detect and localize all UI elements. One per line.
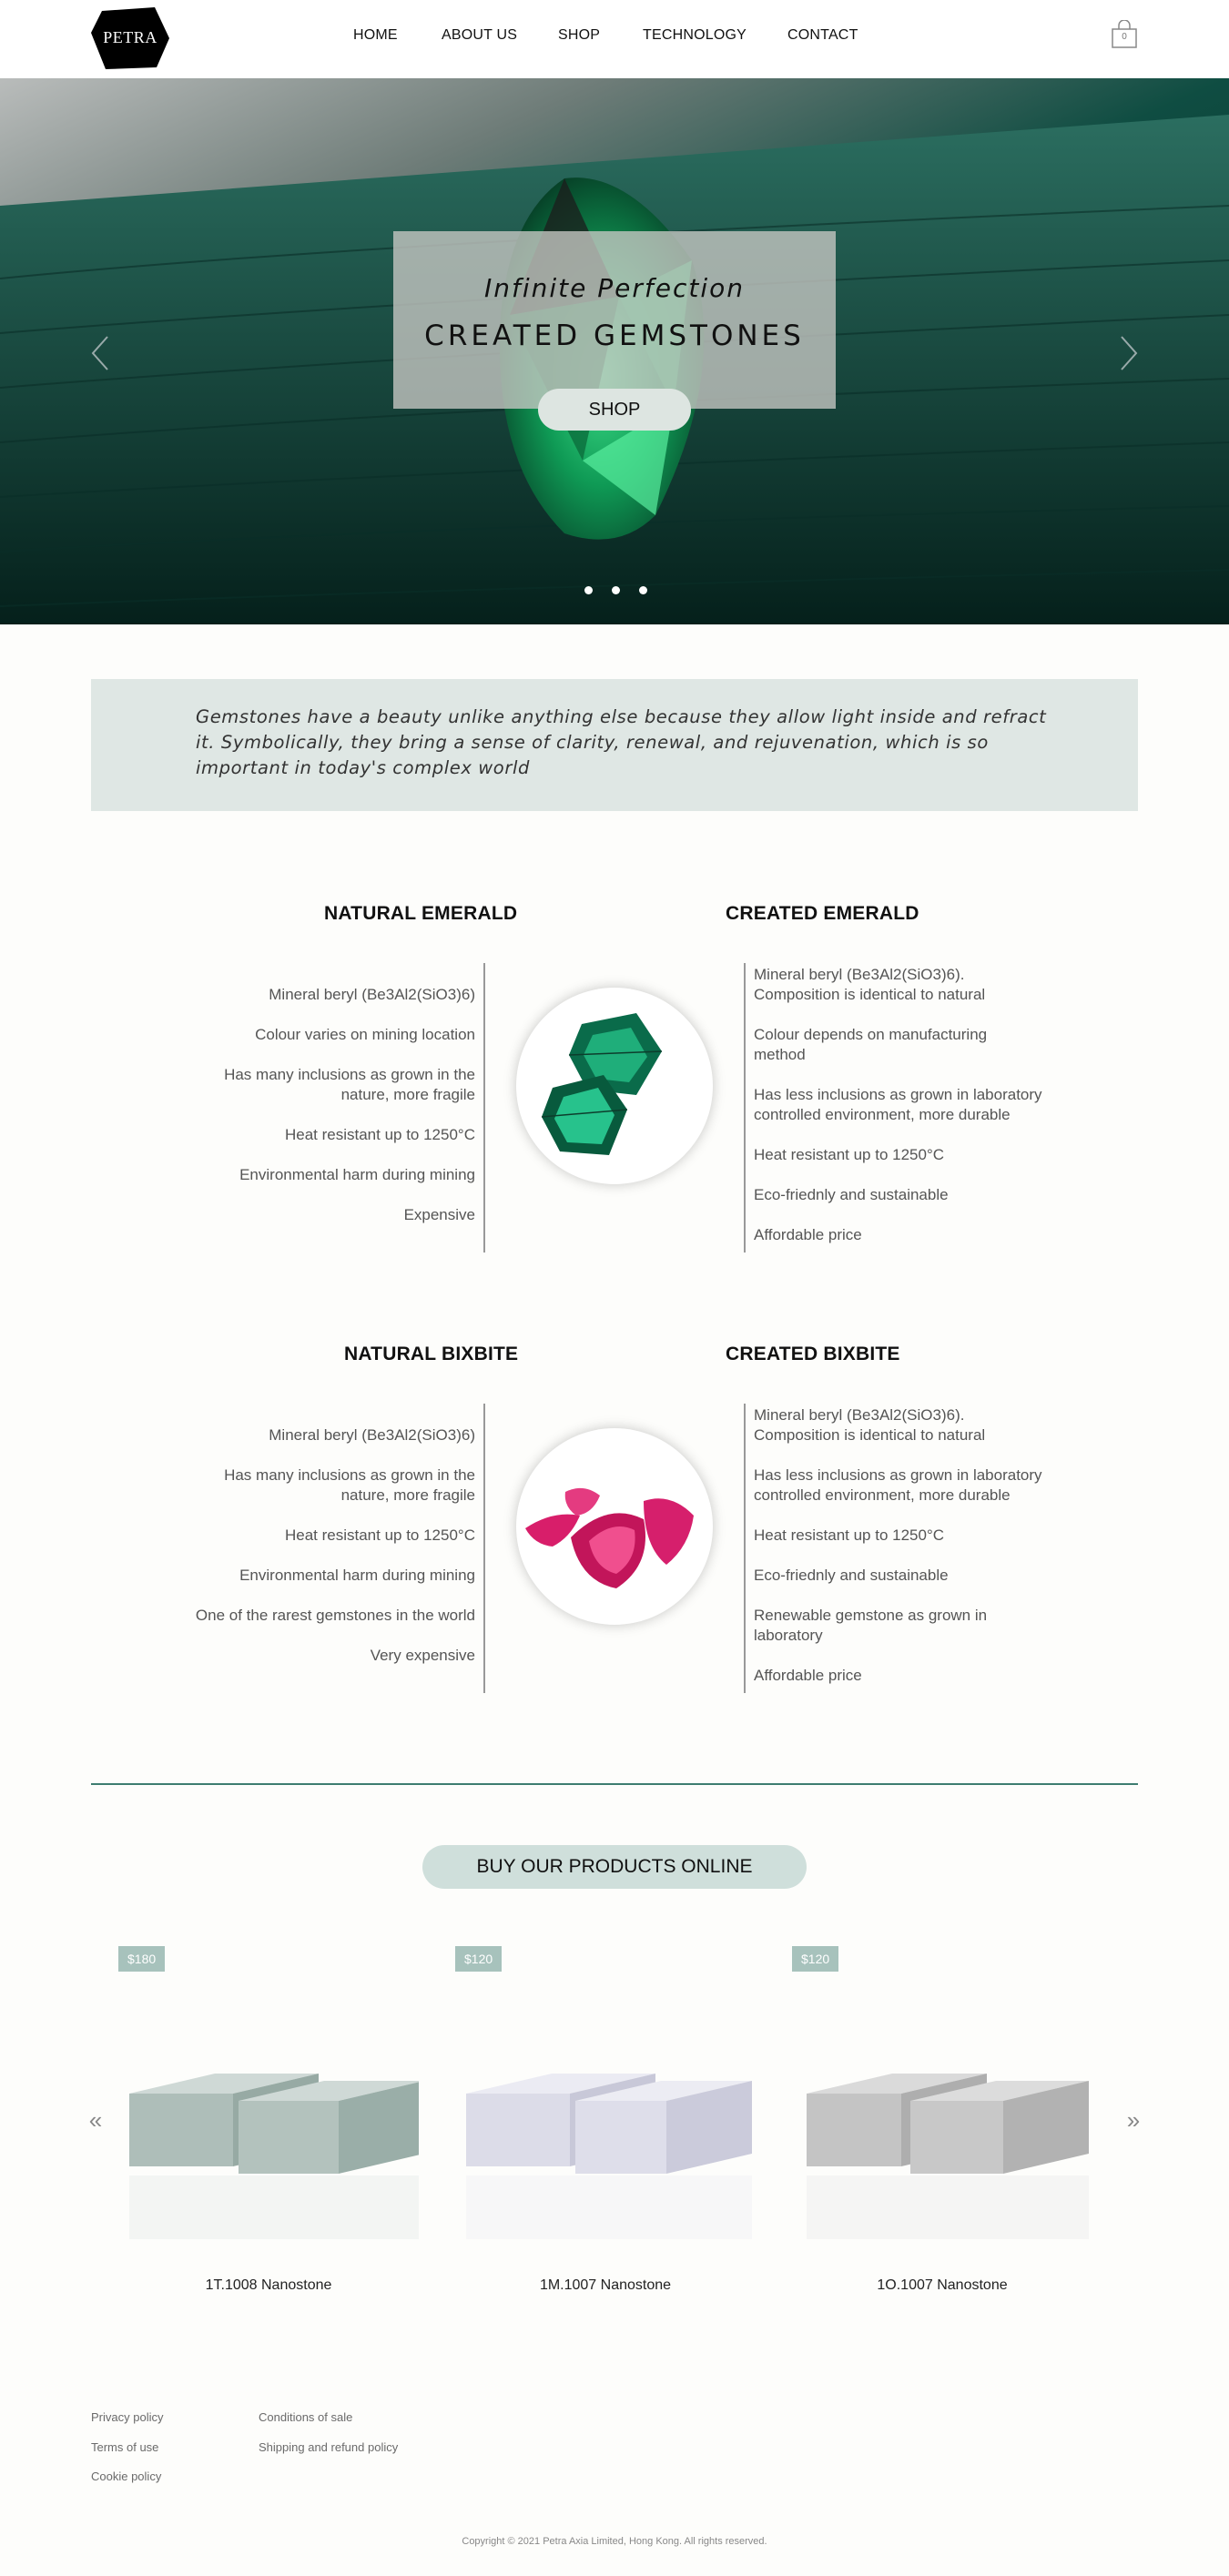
price-badge: $120 bbox=[455, 1946, 502, 1972]
footer-cookie-policy[interactable]: Cookie policy bbox=[91, 2470, 162, 2483]
divider-line bbox=[483, 1404, 485, 1693]
list-item: Heat resistant up to 1250°C bbox=[284, 1526, 475, 1544]
emerald-image bbox=[516, 988, 713, 1184]
section-divider bbox=[91, 1783, 1138, 1785]
list-item: Renewable gemstone as grown in laboratory bbox=[754, 1607, 988, 1644]
hero-tagline: Infinite Perfection bbox=[483, 273, 745, 303]
list-item: Heat resistant up to 1250°C bbox=[284, 1126, 475, 1143]
created-emerald-list bbox=[754, 965, 1072, 1265]
price-badge: $120 bbox=[792, 1946, 838, 1972]
slider-dot[interactable] bbox=[639, 586, 647, 594]
footer-privacy-policy[interactable]: Privacy policy bbox=[91, 2410, 164, 2424]
natural-bixbite-list bbox=[93, 1425, 475, 1686]
hero-prev-button[interactable] bbox=[89, 333, 111, 373]
logo-text: PETRA bbox=[103, 28, 157, 46]
slider-dots bbox=[575, 586, 657, 597]
list-item: Affordable price bbox=[754, 1667, 862, 1684]
list-item: Eco-friednly and sustainable bbox=[754, 1186, 949, 1203]
cart-button[interactable] bbox=[1111, 20, 1138, 49]
list-item: Very expensive bbox=[370, 1647, 475, 1664]
divider-line bbox=[744, 963, 746, 1253]
cart-count: 0 bbox=[1122, 32, 1127, 42]
price-badge: $180 bbox=[118, 1946, 165, 1972]
created-bixbite-title: CREATED BIXBITE bbox=[726, 1344, 900, 1364]
buy-products-button[interactable]: BUY OUR PRODUCTS ONLINE bbox=[422, 1845, 807, 1889]
hero-shop-button[interactable]: SHOP bbox=[538, 389, 691, 431]
nav-home[interactable]: HOME bbox=[353, 27, 398, 43]
bixbite-image bbox=[516, 1428, 713, 1625]
footer-conditions-of-sale[interactable]: Conditions of sale bbox=[259, 2410, 353, 2424]
products-next-button[interactable]: » bbox=[1126, 2106, 1141, 2134]
created-emerald-title: CREATED EMERALD bbox=[726, 903, 919, 924]
natural-bixbite-title: NATURAL BIXBITE bbox=[344, 1344, 519, 1364]
slider-dot[interactable] bbox=[612, 586, 620, 594]
nav-about-us[interactable]: ABOUT US bbox=[442, 27, 518, 43]
bixbite-gem-icon bbox=[516, 1428, 713, 1625]
list-item: Affordable price bbox=[754, 1226, 862, 1243]
list-item: Mineral beryl (Be3Al2(SiO3)6) bbox=[269, 986, 475, 1003]
hero-next-button[interactable] bbox=[1118, 333, 1140, 373]
product-card[interactable] bbox=[455, 1939, 756, 2321]
nav-technology[interactable]: TECHNOLOGY bbox=[643, 27, 747, 43]
list-item: Has less inclusions as grown in laboratory controlled environment, more durable bbox=[754, 1086, 1042, 1123]
list-item: Colour varies on mining location bbox=[255, 1026, 475, 1043]
list-item: Heat resistant up to 1250°C bbox=[754, 1146, 945, 1163]
product-card[interactable] bbox=[118, 1939, 419, 2321]
product-image bbox=[118, 1984, 419, 2257]
hero-slider bbox=[0, 78, 1229, 624]
chevron-left-icon bbox=[89, 333, 111, 373]
list-item: Has many inclusions as grown in the nature, more fragile bbox=[224, 1466, 475, 1504]
list-item: Mineral beryl (Be3Al2(SiO3)6). Composition is identical to natural bbox=[754, 966, 986, 1003]
list-item: Has less inclusions as grown in laboratory controlled environment, more durable bbox=[754, 1466, 1042, 1504]
nav-contact[interactable]: CONTACT bbox=[787, 27, 858, 43]
list-item: Heat resistant up to 1250°C bbox=[754, 1526, 945, 1544]
nanostone-bars-icon bbox=[118, 1984, 419, 2257]
footer-terms-of-use[interactable]: Terms of use bbox=[91, 2440, 159, 2454]
quote-text: Gemstones have a beauty unlike anything else because they allow light inside and refract it. Symbolically, they bring a sense of clarity, renewal, and rejuvenation, which is so important in today's complex world bbox=[196, 706, 1047, 778]
list-item: One of the rarest gemstones in the world bbox=[195, 1607, 475, 1624]
list-item: Environmental harm during mining bbox=[239, 1166, 475, 1183]
emerald-gem-icon bbox=[516, 988, 713, 1184]
created-bixbite-list bbox=[754, 1405, 1072, 1706]
copyright: Copyright © 2021 Petra Axia Limited, Hong Kong. All rights reserved. bbox=[462, 2536, 767, 2547]
list-item: Mineral beryl (Be3Al2(SiO3)6). Composition is identical to natural bbox=[754, 1406, 986, 1444]
list-item: Mineral beryl (Be3Al2(SiO3)6) bbox=[269, 1426, 475, 1444]
list-item: Colour depends on manufacturing method bbox=[754, 1026, 988, 1063]
chevron-right-icon bbox=[1118, 333, 1140, 373]
main-nav bbox=[0, 27, 1229, 46]
slider-dot[interactable] bbox=[584, 586, 593, 594]
nanostone-bars-icon bbox=[792, 1984, 1092, 2257]
list-item: Has many inclusions as grown in the nature, more fragile bbox=[224, 1066, 475, 1103]
nav-shop[interactable]: SHOP bbox=[558, 27, 601, 43]
nanostone-bars-icon bbox=[455, 1984, 756, 2257]
list-item: Expensive bbox=[403, 1206, 475, 1223]
product-image bbox=[455, 1984, 756, 2257]
product-name[interactable]: 1O.1007 Nanostone bbox=[877, 2277, 1008, 2293]
natural-emerald-list bbox=[93, 985, 475, 1245]
divider-line bbox=[744, 1404, 746, 1693]
product-card[interactable] bbox=[792, 1939, 1092, 2321]
natural-emerald-title: NATURAL EMERALD bbox=[324, 903, 518, 924]
products-prev-button[interactable]: « bbox=[88, 2106, 103, 2134]
product-name[interactable]: 1T.1008 Nanostone bbox=[205, 2277, 332, 2293]
hero-title: CREATED GEMSTONES bbox=[424, 319, 805, 352]
intro-quote bbox=[91, 679, 1138, 811]
product-image bbox=[792, 1984, 1092, 2257]
list-item: Eco-friednly and sustainable bbox=[754, 1567, 949, 1584]
site-header bbox=[0, 0, 1229, 78]
footer-shipping-refund[interactable]: Shipping and refund policy bbox=[259, 2440, 399, 2454]
product-name[interactable]: 1M.1007 Nanostone bbox=[539, 2277, 672, 2293]
divider-line bbox=[483, 963, 485, 1253]
list-item: Environmental harm during mining bbox=[239, 1567, 475, 1584]
